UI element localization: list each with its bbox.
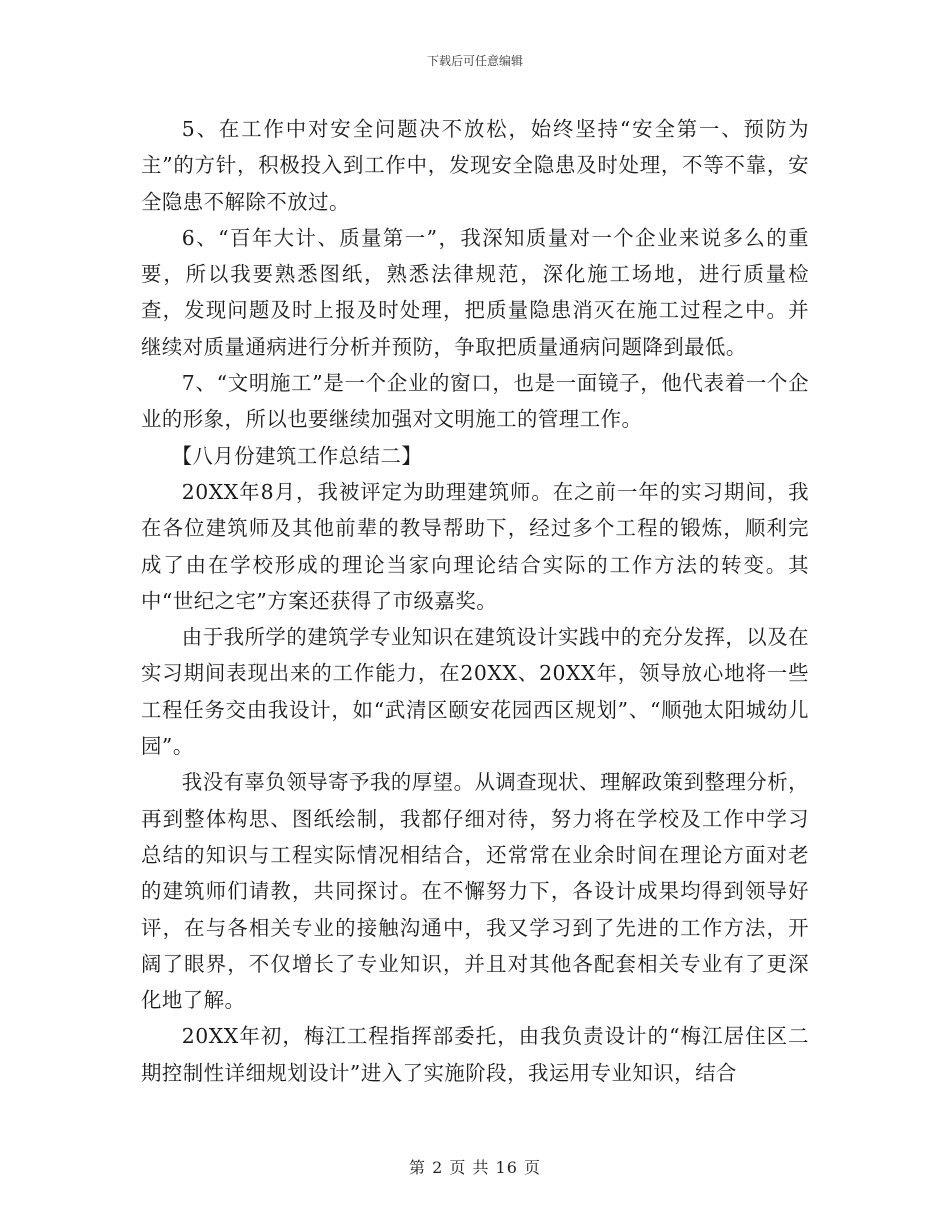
paragraph-quality: 6、“百年大计、质量第一”，我深知质量对一个企业来说多么的重要，所以我要熟悉图纸，熟悉法律规范，深化施工场地，进行质量检查，发现问题及时上报及时处理，把质量隐患消灭在施工过程之中。并继续对质量通病进行分析并预防，争取把质量通病问题降到最低。 [141,225,809,359]
page-header [0,52,950,69]
paragraph-safety: 5、在工作中对安全问题决不放松，始终坚持“安全第一、预防为主”的方针，积极投入到工作中，发现安全隐患及时处理，不等不靠，安全隐患不解除不放过。 [141,117,809,214]
section-heading: 【八月份建筑工作总结二】 [171,443,423,468]
paragraph-design-tasks: 由于我所学的建筑学专业知识在建筑设计实践中的充分发挥，以及在实习期间表现出来的工作能力，在20XX、20XX年，领导放心地将一些工程任务交由我设计，如“武清区颐安花园西区规划”、“顺弛太阳城幼儿园”。 [141,625,809,759]
page-number: 第 2 页 共 16 页 [409,1158,541,1177]
paragraph-assistant-architect: 20XX年8月，我被评定为助理建筑师。在之前一年的实习期间，我在各位建筑师及其他前辈的教导帮助下，经过多个工程的锻炼，顺利完成了由在学校形成的理论当家向理论结合实际的工作方法的转变。其中“世纪之宅”方案还获得了市级嘉奖。 [141,479,809,613]
paragraph-meijiang-project: 20XX年初，梅江工程指挥部委托，由我负责设计的“梅江居住区二期控制性详细规划设计”进入了实施阶段，我运用专业知识，结合 [141,1024,809,1085]
paragraph-civilized-construction: 7、“文明施工”是一个企业的窗口，也是一面镜子，他代表着一个企业的形象，所以也要继续加强对文明施工的管理工作。 [141,371,809,432]
document-body [141,111,809,1091]
page-footer [0,1155,950,1178]
download-note: 下载后可任意编辑 [426,54,523,68]
paragraph-expectations: 我没有辜负领导寄予我的厚望。从调查现状、理解政策到整理分析，再到整体构思、图纸绘制，我都仔细对待，努力将在学校及工作中学习总结的知识与工程实际情况相结合，还常常在业余时间在理论方面对老的建筑师们请教，共同探讨。在不懈努力下，各设计成果均得到领导好评，在与各相关专业的接触沟通中，我又学习到了先进的工作方法，开阔了眼界，不仅增长了专业知识，并且对其他各配套相关专业有了更深化地了解。 [141,770,809,1013]
